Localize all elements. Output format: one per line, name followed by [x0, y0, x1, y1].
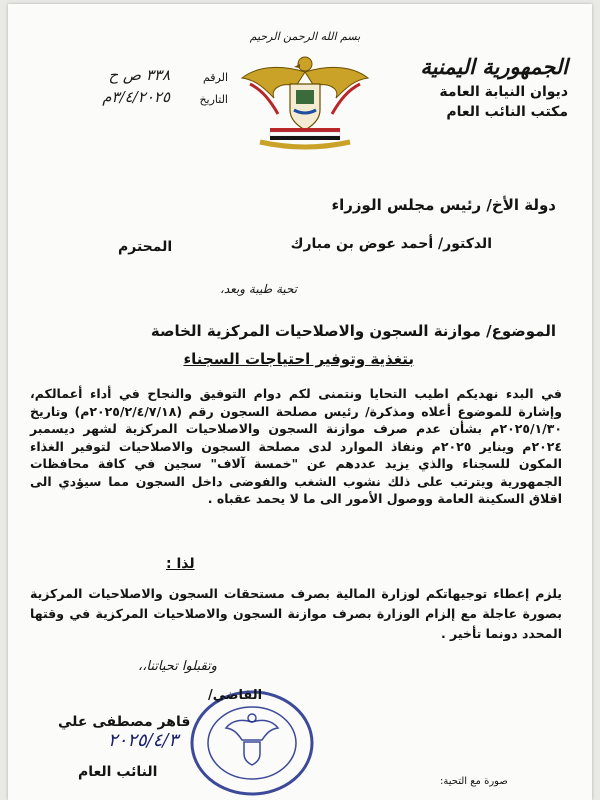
- subject-line-2: بتغذية وتوفير احتياجات السجناء: [183, 350, 414, 368]
- respected-label: المحترم: [118, 239, 173, 255]
- addressee-title: دولة الأخ/ رئيس مجلس الوزراء: [331, 196, 556, 214]
- ref-number-label: الرقم: [202, 71, 228, 84]
- cc-label: صورة مع التحية:: [440, 776, 508, 787]
- ref-number-row: [28, 62, 228, 84]
- reference-block: [28, 62, 228, 106]
- date-value: ٣/٤/٢٠٢٥م: [102, 88, 170, 106]
- country-name: الجمهورية اليمنية: [420, 54, 568, 79]
- ref-number-value: ٣٣٨ ص ح: [108, 66, 170, 84]
- office-subname: مكتب النائب العام: [446, 104, 568, 120]
- signatory-title: النائب العام: [78, 764, 158, 780]
- office-name: ديوان النيابة العامة: [439, 84, 568, 100]
- yemen-eagle-emblem-icon: [230, 44, 380, 154]
- basmala: بسم الله الرحمن الرحيم: [249, 30, 361, 43]
- official-stamp: [188, 688, 316, 798]
- closing-line: وتقبلوا تحياتنا،،: [138, 659, 217, 674]
- body-paragraph: في البدء نهديكم اطيب التحايا ونتمنى لكم دوام التوفيق والنجاح في أداء أعمالكم، وإشارة للموضوع أعلاه ومذكرة/ رئيس مصلحة السجون رقم (٢٠٢٥/٢/٤/٧/١٨م) وتاريخ ٢٠٢٥/١/٣٠م بشأن عدم صرف موازنة السجون والاصلاحيات المركزية لشهر ديسمبر ٢٠٢٤م ويناير ٢٠٢٥م ونفاذ الموارد لدى مصلحة السجون والاصلاحيات لتوفير الغذاء المكون للسجناء والذي يزيد عددهم عن "خمسة آلاف" سجين في كافة محافظات الجمهورية ويترتب على ذلك نشوب الشغب والفوضى داخل السجون مما سيؤدي الى اقلاق السكينة العامة ووصول الأمور الى ما لا يحمد عقباه .: [30, 386, 562, 506]
- request-paragraph: يلزم إعطاء توجيهاتكم لوزارة المالية بصرف مستحقات السجون والاصلاحيات المركزية بصورة عاجلة مع إلزام الوزارة بصرف موازنة السجون والاصلاحيات المركزية في وقتها المحدد دونما تأخير .: [30, 586, 562, 641]
- subject-line-1: الموضوع/ موازنة السجون والاصلاحيات المركزية الخاصة: [150, 322, 556, 340]
- therefore-label: لذا :: [166, 556, 195, 572]
- addressee-name: الدكتور/ أحمد عوض بن مبارك: [290, 236, 492, 252]
- letter-page: [8, 4, 592, 800]
- letterhead-right: [368, 52, 568, 122]
- signatory-honorific: القاضي/: [208, 688, 263, 703]
- greeting: تحية طيبة وبعد،: [220, 282, 298, 296]
- date-label: التاريخ: [199, 93, 228, 106]
- signatory-name: قاهر مصطفى علي: [58, 714, 191, 730]
- handwritten-date: ٢٠٢٥/٤/٣: [108, 730, 179, 751]
- date-row: [28, 84, 228, 106]
